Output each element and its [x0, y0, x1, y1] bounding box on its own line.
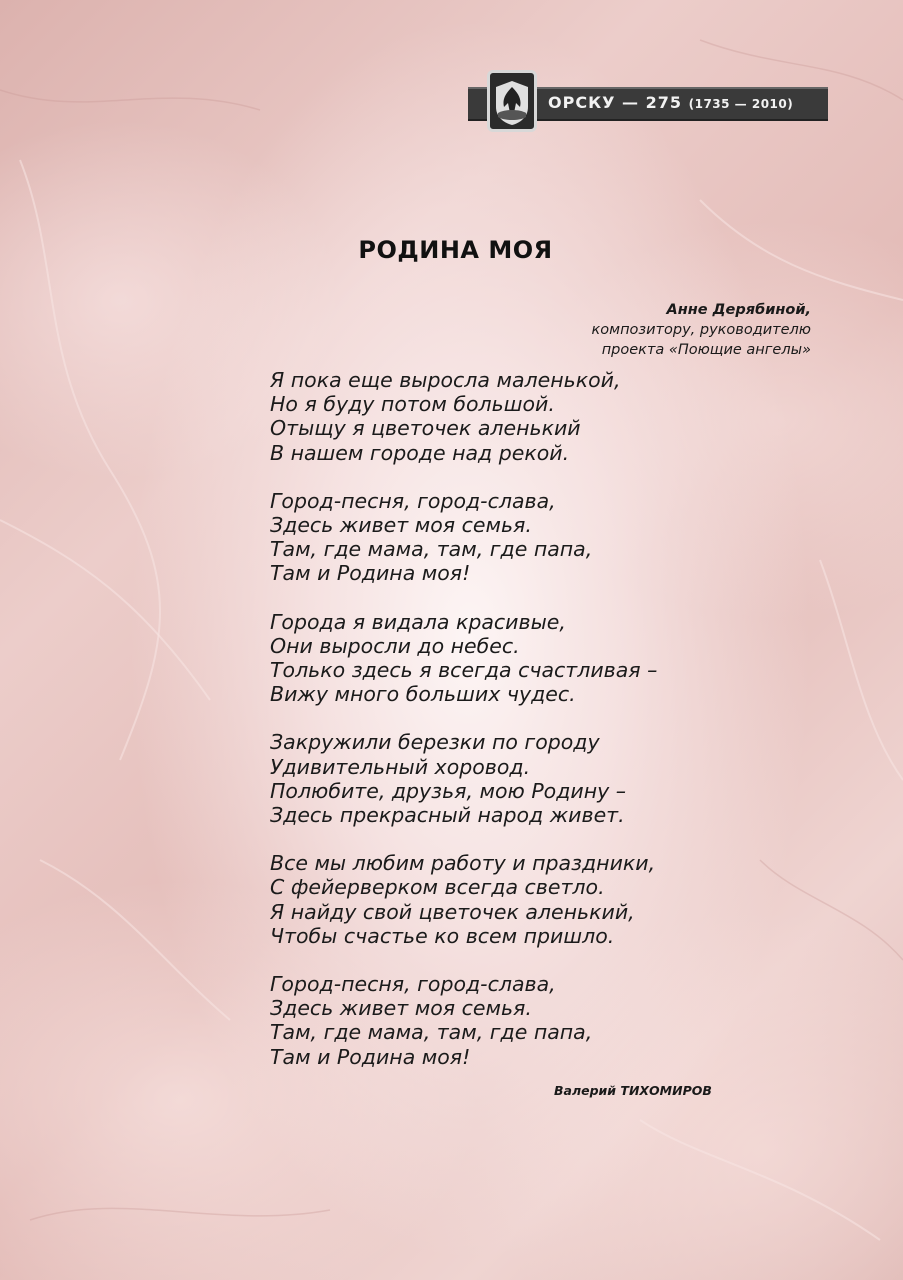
- poem-line: Здесь живет моя семья.: [270, 513, 532, 538]
- dedication-line-1: композитору, руководителю: [591, 322, 811, 338]
- poem-line: Только здесь я всегда счастливая –: [270, 658, 658, 683]
- poem-author: Валерий ТИХОМИРОВ: [554, 1083, 712, 1098]
- stanza: [270, 610, 870, 707]
- poem-line: Здесь прекрасный народ живет.: [270, 803, 625, 828]
- poem-line: Здесь живет моя семья.: [270, 996, 532, 1021]
- dedication-name: Анне Дерябиной,: [666, 302, 811, 318]
- poem-line: Города я видала красивые,: [270, 609, 566, 634]
- poem-line: В нашем городе над рекой.: [270, 440, 570, 465]
- poem-line: Они выросли до небес.: [270, 633, 520, 658]
- stanza: [270, 489, 870, 586]
- stanza: [270, 851, 870, 948]
- stanza: [270, 730, 870, 827]
- poem-line: Там, где мама, там, где папа,: [270, 537, 593, 562]
- stanza: [270, 972, 870, 1069]
- orsk-coat-of-arms-icon: [487, 70, 537, 132]
- dedication: [592, 300, 812, 360]
- anniversary-banner-text: [548, 89, 793, 117]
- poem-line: Все мы любим работу и праздники,: [270, 851, 656, 876]
- poem-line: Но я буду потом большой.: [270, 392, 555, 417]
- poem-line: Вижу много больших чудес.: [270, 682, 576, 707]
- poem-line: Закружили березки по городу: [270, 730, 600, 755]
- poem-line: С фейерверком всегда светло.: [270, 875, 605, 900]
- poem-line: Отыщу я цветочек аленький: [270, 416, 581, 441]
- poem-line: Удивительный хоровод.: [270, 754, 531, 779]
- poem-body: [270, 368, 870, 1093]
- poem-line: Я найду свой цветочек аленький,: [270, 899, 635, 924]
- poem-line: Там и Родина моя!: [270, 561, 471, 586]
- poem-line: Там и Родина моя!: [270, 1044, 471, 1069]
- dedication-line-2: проекта «Поющие ангелы»: [601, 342, 811, 358]
- stanza: [270, 368, 870, 465]
- poem-line: Там, где мама, там, где папа,: [270, 1020, 593, 1045]
- poem-title: РОДИНА МОЯ: [358, 236, 553, 264]
- poem-line: Город-песня, город-слава,: [270, 488, 556, 513]
- poem-line: Я пока еще выросла маленькой,: [270, 368, 621, 392]
- poem-line: Город-песня, город-слава,: [270, 972, 556, 997]
- anniversary-title: ОРСКУ — 275: [548, 93, 683, 112]
- poem-line: Полюбите, друзья, мою Родину –: [270, 778, 627, 803]
- poem-line: Чтобы счастье ко всем пришло.: [270, 923, 615, 948]
- anniversary-years: (1735 — 2010): [688, 97, 794, 111]
